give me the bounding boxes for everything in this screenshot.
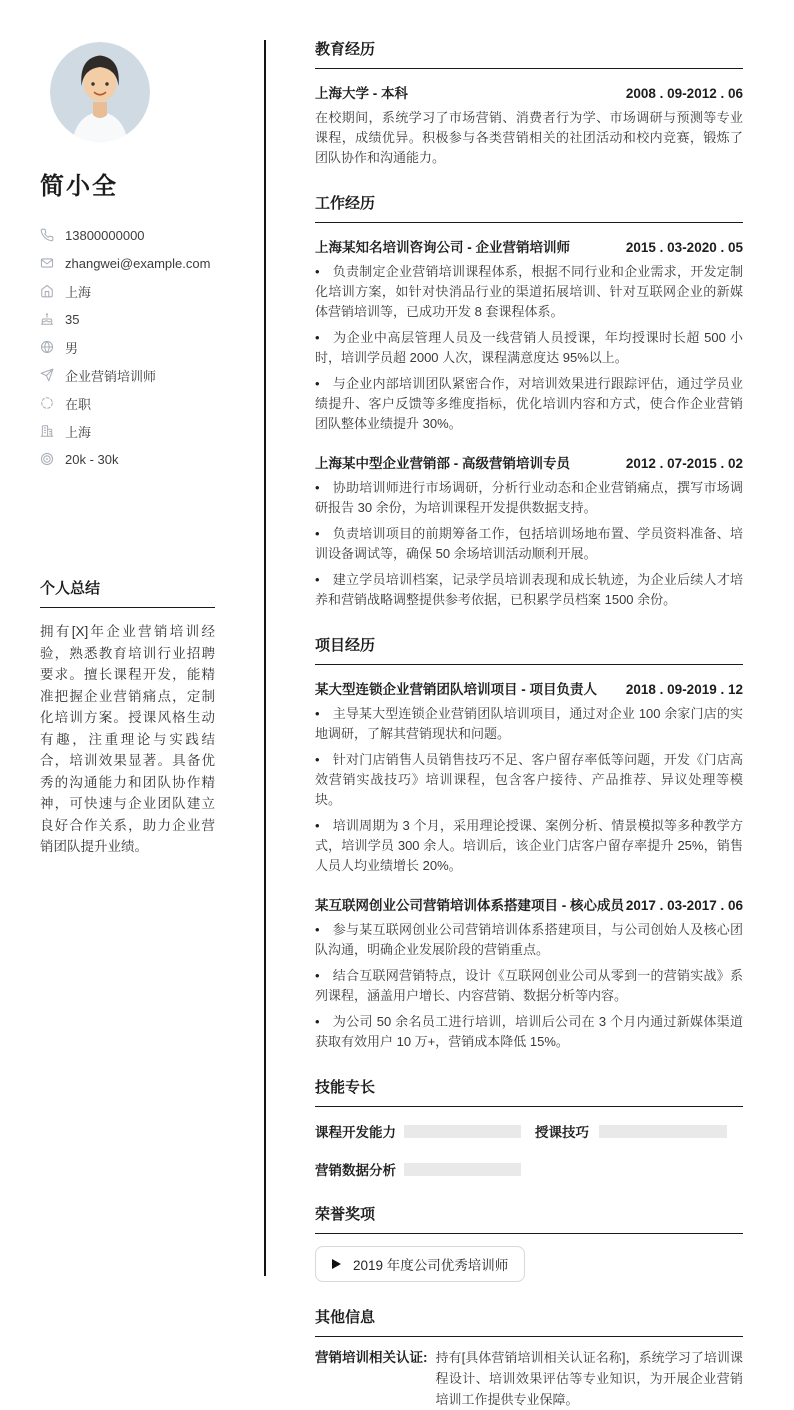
skill-bar xyxy=(404,1163,521,1176)
contact-value: zhangwei@example.com xyxy=(65,255,211,271)
target-icon xyxy=(40,452,54,466)
section-other-info xyxy=(315,1306,743,1410)
bullet: • 为企业中高层管理人员及一线营销人员授课，年均授课时长超 500 小时，培训学员超 2000 人次，课程满意度达 95%以上。 xyxy=(315,328,743,368)
mail-icon xyxy=(40,256,54,270)
contact-item-status xyxy=(40,389,215,417)
contact-item-job-title xyxy=(40,361,215,389)
skill-label: 授课技巧 xyxy=(535,1125,589,1140)
column-divider xyxy=(264,40,266,1276)
section-title: 教育经历 xyxy=(315,38,743,69)
education-date: 2008 . 09-2012 . 06 xyxy=(625,86,743,101)
section-title: 荣誉奖项 xyxy=(315,1203,743,1234)
work-date: 2015 . 03-2020 . 05 xyxy=(625,240,743,255)
skill-item xyxy=(315,1159,521,1179)
cake-icon xyxy=(40,312,54,326)
contact-item-email xyxy=(40,249,215,277)
section-education xyxy=(315,38,743,168)
summary-text: 拥有[X]年企业营销培训经验，熟悉教育培训行业招聘要求。擅长课程开发，能精准把握企业营销痛点，定制化培训方案。授课风格生动有趣，注重理论与实践结合，培训效果显著。具备优秀的沟通能力和团队协作精神，可快速与企业团队建立良好合作关系，助力企业营销团队提升业绩。 xyxy=(40,624,215,854)
contact-list xyxy=(40,221,215,473)
bullet: • 协助培训师进行市场调研，分析行业动态和企业营销痛点，撰写市场调研报告 30 余份，为培训课程开发提供数据支持。 xyxy=(315,478,743,518)
contact-item-phone xyxy=(40,221,215,249)
other-info-text: 持有[具体营销培训相关认证名称]，系统学习了培训课程设计、培训效果评估等专业知识，为开展企业营销培训工作提供专业保障。 xyxy=(435,1350,743,1407)
bullet: • 主导某大型连锁企业营销团队培训项目，通过对企业 100 余家门店的实地调研，了解其营销现状和问题。 xyxy=(315,704,743,744)
skill-bar xyxy=(404,1125,521,1138)
main-column xyxy=(265,0,794,1407)
contact-item-gender xyxy=(40,333,215,361)
bullet: • 与企业内部培训团队紧密合作，对培训效果进行跟踪评估，通过学员业绩提升、客户反馈等多维度指标，优化培训内容和方式，使合作企业营销团队整体业绩提升 30%。 xyxy=(315,374,743,434)
status-icon xyxy=(40,396,54,410)
other-info-item xyxy=(315,1347,743,1410)
contact-item-city xyxy=(40,277,215,305)
work-entry-header xyxy=(315,452,743,472)
section-skills xyxy=(315,1076,743,1179)
avatar-photo-icon xyxy=(50,42,150,142)
building-icon xyxy=(40,424,54,438)
send-icon xyxy=(40,368,54,382)
bullet: • 负责培训项目的前期筹备工作，包括培训场地布置、学员资料准备、培训设备调试等，确保 50 余场培训活动顺利开展。 xyxy=(315,524,743,564)
contact-item-work-city xyxy=(40,417,215,445)
project-name: 某大型连锁企业营销团队培训项目 - 项目负责人 xyxy=(315,682,597,697)
contact-value: 上海 xyxy=(65,284,92,300)
bullet: • 参与某互联网创业公司营销培训体系搭建项目，与公司创始人及核心团队沟通，明确企业发展阶段的营销重点。 xyxy=(315,920,743,960)
contact-value: 在职 xyxy=(65,396,92,412)
honor-badge xyxy=(315,1246,525,1282)
honor-badge-label: 2019 年度公司优秀培训师 xyxy=(353,1258,509,1273)
bullet: • 负责制定企业营销培训课程体系，根据不同行业和企业需求，开发定制化培训方案，如针对快消品行业的渠道拓展培训、针对互联网企业的新媒体营销培训等，已成功开发 8 套课程体系。 xyxy=(315,262,743,322)
bullet: • 培训周期为 3 个月，采用理论授课、案例分析、情景模拟等多种教学方式，培训学员 300 余人。培训后，该企业门店客户留存率提升 25%，销售人员人均业绩增长 20%。 xyxy=(315,816,743,876)
project-name: 某互联网创业公司营销培训体系搭建项目 - 核心成员 xyxy=(315,898,624,913)
work-date: 2012 . 07-2015 . 02 xyxy=(625,456,743,471)
skill-item xyxy=(315,1121,521,1141)
company-name: 上海某中型企业营销部 - 高级营销培训专员 xyxy=(315,456,570,471)
section-title: 其他信息 xyxy=(315,1306,743,1337)
education-description: 在校期间，系统学习了市场营销、消费者行为学、市场调研与预测等专业课程，成绩优异。积极参与各类营销相关的社团活动和校内竞赛，锻炼了团队协作和沟通能力。 xyxy=(315,110,743,165)
section-work-experience xyxy=(315,192,743,610)
section-personal-summary xyxy=(40,577,215,858)
skill-item xyxy=(535,1121,727,1141)
contact-value: 35 xyxy=(65,311,80,327)
avatar xyxy=(50,42,150,142)
company-name: 上海某知名培训咨询公司 - 企业营销培训师 xyxy=(315,240,570,255)
skill-label: 营销数据分析 xyxy=(315,1163,396,1178)
bullet: • 为公司 50 余名员工进行培训，培训后公司在 3 个月内通过新媒体渠道获取有效用户 10 万+，营销成本降低 15%。 xyxy=(315,1012,743,1052)
candidate-name: 简小全 xyxy=(40,173,118,200)
project-entry-header xyxy=(315,678,743,698)
bullet: • 建立学员培训档案，记录学员培训表现和成长轨迹，为企业后续人才培养和营销战略调整提供参考依据，已积累学员档案 1500 余份。 xyxy=(315,570,743,610)
project-entry-header xyxy=(315,894,743,914)
work-entry-header xyxy=(315,236,743,256)
bullet: • 结合互联网营销特点，设计《互联网创业公司从零到一的营销实战》系列课程，涵盖用户增长、内容营销、数据分析等内容。 xyxy=(315,966,743,1006)
section-title: 工作经历 xyxy=(315,192,743,223)
school-name: 上海大学 - 本科 xyxy=(315,86,408,101)
contact-item-age xyxy=(40,305,215,333)
section-projects xyxy=(315,634,743,1052)
contact-value: 企业营销培训师 xyxy=(65,368,157,384)
bullet: • 针对门店销售人员销售技巧不足、客户留存率低等问题，开发《门店高效营销实战技巧》培训课程，包含客户接待、产品推荐、异议处理等模块。 xyxy=(315,750,743,810)
section-honors xyxy=(315,1203,743,1282)
contact-value: 13800000000 xyxy=(65,227,145,243)
skill-label: 课程开发能力 xyxy=(315,1125,396,1140)
home-icon xyxy=(40,284,54,298)
other-info-label: 营销培训相关认证: xyxy=(315,1350,428,1365)
sidebar xyxy=(0,0,265,1314)
project-date: 2018 . 09-2019 . 12 xyxy=(625,682,743,697)
contact-value: 男 xyxy=(65,340,79,356)
globe-icon xyxy=(40,340,54,354)
section-title: 项目经历 xyxy=(315,634,743,665)
contact-value: 20k - 30k xyxy=(65,451,119,467)
education-entry-header xyxy=(315,82,743,102)
section-title: 技能专长 xyxy=(315,1076,743,1107)
contact-item-salary xyxy=(40,445,215,473)
play-triangle-icon xyxy=(332,1259,341,1269)
contact-value: 上海 xyxy=(65,424,92,440)
skills-grid xyxy=(315,1121,743,1179)
phone-icon xyxy=(40,228,54,242)
project-date: 2017 . 03-2017 . 06 xyxy=(625,898,743,913)
summary-title: 个人总结 xyxy=(40,577,215,608)
skill-bar xyxy=(599,1125,727,1138)
